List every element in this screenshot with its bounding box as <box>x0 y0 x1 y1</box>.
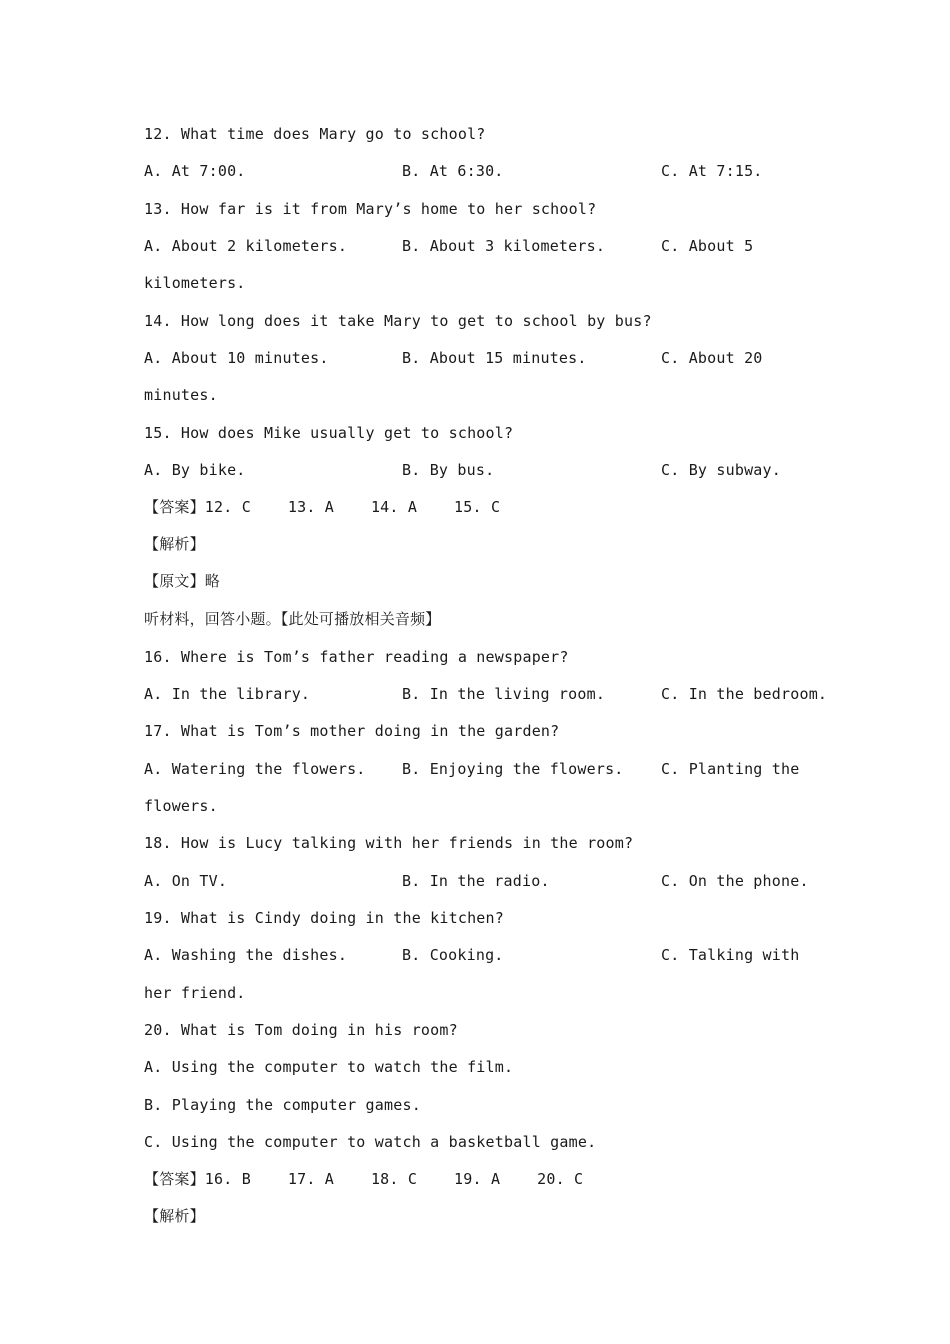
question-13: 13. How far is it from Mary’s home to her school? <box>144 200 597 218</box>
answer-key-12-15: 【答案】12. C 13. A 14. A 15. C <box>144 498 501 516</box>
original-text-heading: 【原文】略 <box>144 572 221 590</box>
q20-option-b: B. Playing the computer games. <box>144 1096 421 1114</box>
q15-option-c: C. By subway. <box>661 461 781 479</box>
question-12: 12. What time does Mary go to school? <box>144 125 486 143</box>
q13-option-c: C. About 5 <box>661 237 754 255</box>
q14-option-c: C. About 20 <box>661 349 763 367</box>
q20-option-c: C. Using the computer to watch a basketball game. <box>144 1133 597 1151</box>
q15-option-a: A. By bike. <box>144 461 246 479</box>
q18-option-b: B. In the radio. <box>402 872 550 890</box>
answer-key-16-20: 【答案】16. B 17. A 18. C 19. A 20. C <box>144 1170 584 1188</box>
q20-option-a: A. Using the computer to watch the film. <box>144 1058 514 1076</box>
q18-option-c: C. On the phone. <box>661 872 809 890</box>
analysis-heading-2: 【解析】 <box>144 1207 205 1225</box>
q13-option-b: B. About 3 kilometers. <box>402 237 606 255</box>
q17-option-c: C. Planting the <box>661 760 800 778</box>
q14-option-c-continued: minutes. <box>144 386 218 404</box>
q15-option-b: B. By bus. <box>402 461 495 479</box>
q17-option-c-continued: flowers. <box>144 797 218 815</box>
q19-option-a: A. Washing the dishes. <box>144 946 348 964</box>
q19-option-c: C. Talking with <box>661 946 800 964</box>
question-17: 17. What is Tom’s mother doing in the garden? <box>144 722 560 740</box>
question-14: 14. How long does it take Mary to get to school by bus? <box>144 312 652 330</box>
listening-instruction: 听材料，回答小题。【此处可播放相关音频】 <box>144 610 441 628</box>
q17-option-a: A. Watering the flowers. <box>144 760 366 778</box>
q12-option-b: B. At 6:30. <box>402 162 504 180</box>
q13-option-a: A. About 2 kilometers. <box>144 237 348 255</box>
q16-option-a: A. In the library. <box>144 685 311 703</box>
analysis-heading: 【解析】 <box>144 535 205 553</box>
q18-option-a: A. On TV. <box>144 872 228 890</box>
q12-option-c: C. At 7:15. <box>661 162 763 180</box>
q14-option-a: A. About 10 minutes. <box>144 349 329 367</box>
q17-option-b: B. Enjoying the flowers. <box>402 760 624 778</box>
question-20: 20. What is Tom doing in his room? <box>144 1021 458 1039</box>
question-15: 15. How does Mike usually get to school? <box>144 424 514 442</box>
q16-option-c: C. In the bedroom. <box>661 685 828 703</box>
q13-option-c-continued: kilometers. <box>144 274 246 292</box>
question-19: 19. What is Cindy doing in the kitchen? <box>144 909 504 927</box>
q12-option-a: A. At 7:00. <box>144 162 246 180</box>
q16-option-b: B. In the living room. <box>402 685 606 703</box>
q19-option-b: B. Cooking. <box>402 946 504 964</box>
q19-option-c-continued: her friend. <box>144 984 246 1002</box>
question-18: 18. How is Lucy talking with her friends in the room? <box>144 834 634 852</box>
question-16: 16. Where is Tom’s father reading a newspaper? <box>144 648 569 666</box>
q14-option-b: B. About 15 minutes. <box>402 349 587 367</box>
